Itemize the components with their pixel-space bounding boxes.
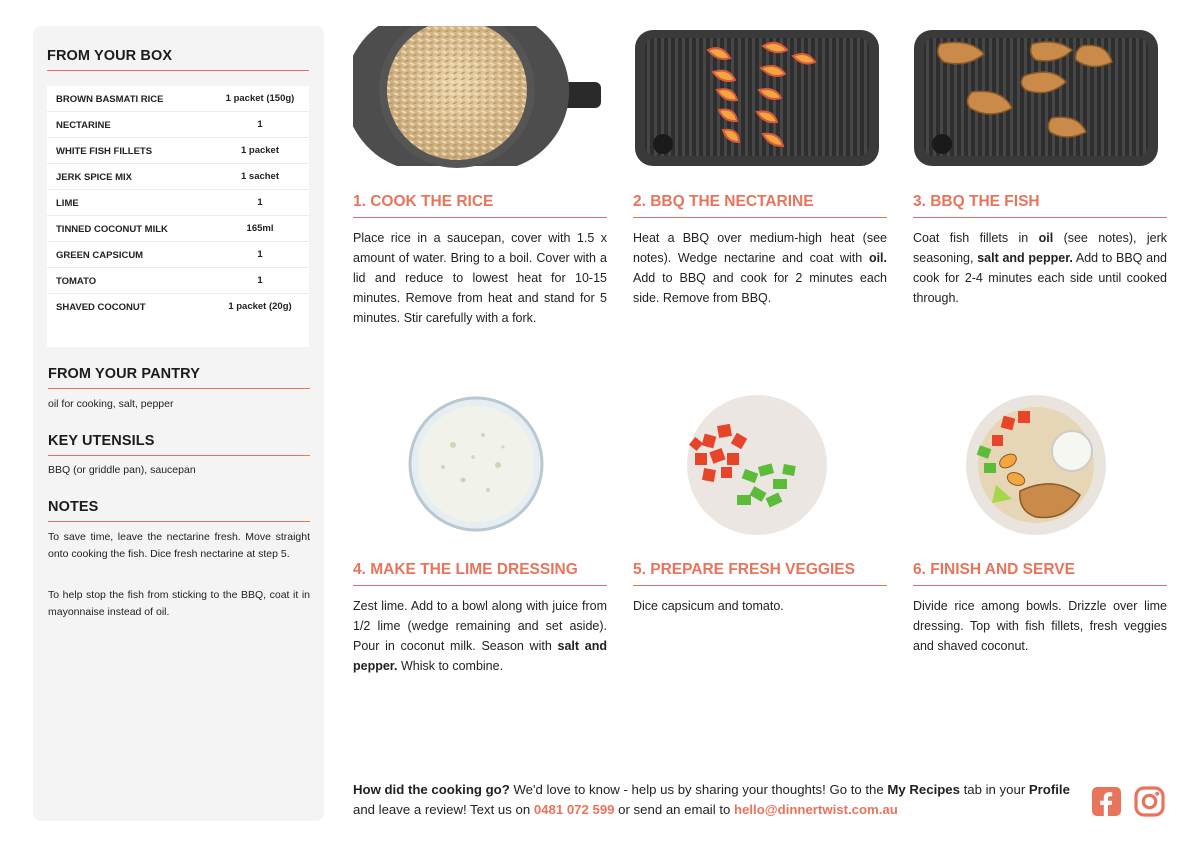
ingredient-row xyxy=(47,268,309,294)
step-4-instructions xyxy=(353,596,607,676)
ingredient-qty: 1 packet (150g) xyxy=(225,93,295,104)
utensils-text: BBQ (or griddle pan), saucepan xyxy=(48,464,196,476)
instruction-text: Heat a BBQ over medium-high heat (see notes). Wedge nectarine and coat with xyxy=(633,231,887,265)
ingredient-qty: 1 xyxy=(257,197,263,208)
step-1-instructions xyxy=(353,228,607,328)
profile-link[interactable]: Profile xyxy=(1028,782,1070,797)
plated-dish-image xyxy=(912,395,1166,535)
instruction-text: Add to BBQ and cook for 2-4 minutes each side until cooked through. xyxy=(913,251,1167,305)
footer-question: How did the cooking go? xyxy=(353,782,510,797)
box-ingredients-table xyxy=(47,86,309,347)
fish-griddle-image xyxy=(912,26,1162,171)
ingredients-sidebar xyxy=(33,26,324,821)
step-3-title: 3. BBQ THE FISH xyxy=(913,193,1167,218)
ingredient-row xyxy=(47,242,309,268)
ingredient-row xyxy=(47,164,309,190)
footer-text: and leave a review! Text us on xyxy=(353,802,534,817)
instruction-bold: oil xyxy=(1038,231,1054,245)
footer-text: tab in your xyxy=(959,782,1029,797)
pantry-text: oil for cooking, salt, pepper xyxy=(48,398,174,410)
ingredient-name: TINNED COCONUT MILK xyxy=(56,224,168,235)
instruction-text: Whisk to combine. xyxy=(397,659,504,673)
diced-veggies-image xyxy=(633,395,887,535)
instruction-text: Coat fish fillets in xyxy=(913,231,1039,245)
ingredient-row xyxy=(47,112,309,138)
ingredient-qty: 1 xyxy=(257,275,263,286)
ingredient-row xyxy=(47,216,309,242)
ingredient-name: JERK SPICE MIX xyxy=(56,172,133,183)
ingredient-name: BROWN BASMATI RICE xyxy=(56,94,164,105)
key-utensils-heading: KEY UTENSILS xyxy=(48,433,310,456)
ingredient-row xyxy=(47,86,309,112)
ingredient-row xyxy=(47,138,309,164)
ingredient-name: GREEN CAPSICUM xyxy=(56,250,144,261)
my-recipes-link[interactable]: My Recipes xyxy=(887,782,960,797)
instruction-bold: oil. xyxy=(868,251,887,265)
instruction-bold: salt and pepper. xyxy=(977,251,1073,265)
feedback-footer xyxy=(353,780,1073,820)
phone-link[interactable]: 0481 072 599 xyxy=(533,802,615,817)
instruction-text: Dice capsicum and tomato. xyxy=(633,599,784,613)
notes-heading: NOTES xyxy=(48,499,310,522)
ingredient-name: NECTARINE xyxy=(56,120,111,131)
ingredient-row xyxy=(47,294,309,320)
instruction-text: Divide rice among bowls. Drizzle over lime dressing. Top with fish fillets, fresh veggies and shaved coconut. xyxy=(913,599,1167,653)
email-link[interactable]: hello@dinnertwist.com.au xyxy=(734,802,898,817)
note-paragraph: To save time, leave the nectarine fresh. Move straight onto cooking the fish. Dice fresh nectarine at step 5. xyxy=(48,531,310,560)
step-6-title: 6. FINISH AND SERVE xyxy=(913,561,1167,586)
step-5-title: 5. PREPARE FRESH VEGGIES xyxy=(633,561,887,586)
ingredient-qty: 165ml xyxy=(246,223,274,234)
step-6-instructions xyxy=(913,596,1167,656)
from-your-box-heading: FROM YOUR BOX xyxy=(47,48,309,71)
ingredient-name: LIME xyxy=(56,198,79,209)
step-1-title: 1. COOK THE RICE xyxy=(353,193,607,218)
from-your-pantry-heading: FROM YOUR PANTRY xyxy=(48,366,310,389)
step-3-instructions xyxy=(913,228,1167,308)
step-2-instructions xyxy=(633,228,887,308)
instruction-text: Add to BBQ and cook for 2 minutes each side. Remove from BBQ. xyxy=(633,271,887,305)
instruction-text: Zest lime. Add to a bowl along with juice from 1/2 lime (wedge remaining and set aside). Pour in coconut milk. Season with xyxy=(353,599,607,653)
step-5-instructions xyxy=(633,596,887,616)
instruction-bold: salt and pepper. xyxy=(353,639,607,673)
lime-dressing-image xyxy=(353,395,607,535)
ingredient-qty: 1 xyxy=(257,119,263,130)
ingredient-qty: 1 xyxy=(257,249,263,260)
footer-text: We'd love to know - help us by sharing your thoughts! Go to the xyxy=(509,782,888,797)
footer-text: or send an email to xyxy=(614,802,734,817)
facebook-icon[interactable] xyxy=(1091,786,1122,817)
step-4-title: 4. MAKE THE LIME DRESSING xyxy=(353,561,607,586)
ingredient-name: TOMATO xyxy=(56,276,97,287)
note-paragraph: To help stop the fish from sticking to the BBQ, coat it in mayonnaise instead of oil. xyxy=(48,589,310,618)
ingredient-name: WHITE FISH FILLETS xyxy=(56,146,153,157)
instagram-icon[interactable] xyxy=(1134,786,1165,817)
step-2-title: 2. BBQ THE NECTARINE xyxy=(633,193,887,218)
instruction-text: Place rice in a saucepan, cover with 1.5 x amount of water. Bring to a boil. Cover with a lid and reduce to lowest heat for 10-15 minutes. Remove from heat and stand for 5 minutes. Stir carefully with a fork. xyxy=(353,231,607,325)
nectarine-griddle-image xyxy=(633,26,883,171)
ingredient-name: SHAVED COCONUT xyxy=(56,302,146,313)
rice-saucepan-image xyxy=(353,26,607,171)
ingredient-qty: 1 packet (20g) xyxy=(228,301,292,312)
instruction-text: (see notes), jerk seasoning, xyxy=(913,231,1167,265)
ingredient-row xyxy=(47,190,309,216)
ingredient-qty: 1 sachet xyxy=(240,171,280,182)
ingredient-qty: 1 packet xyxy=(240,145,280,156)
